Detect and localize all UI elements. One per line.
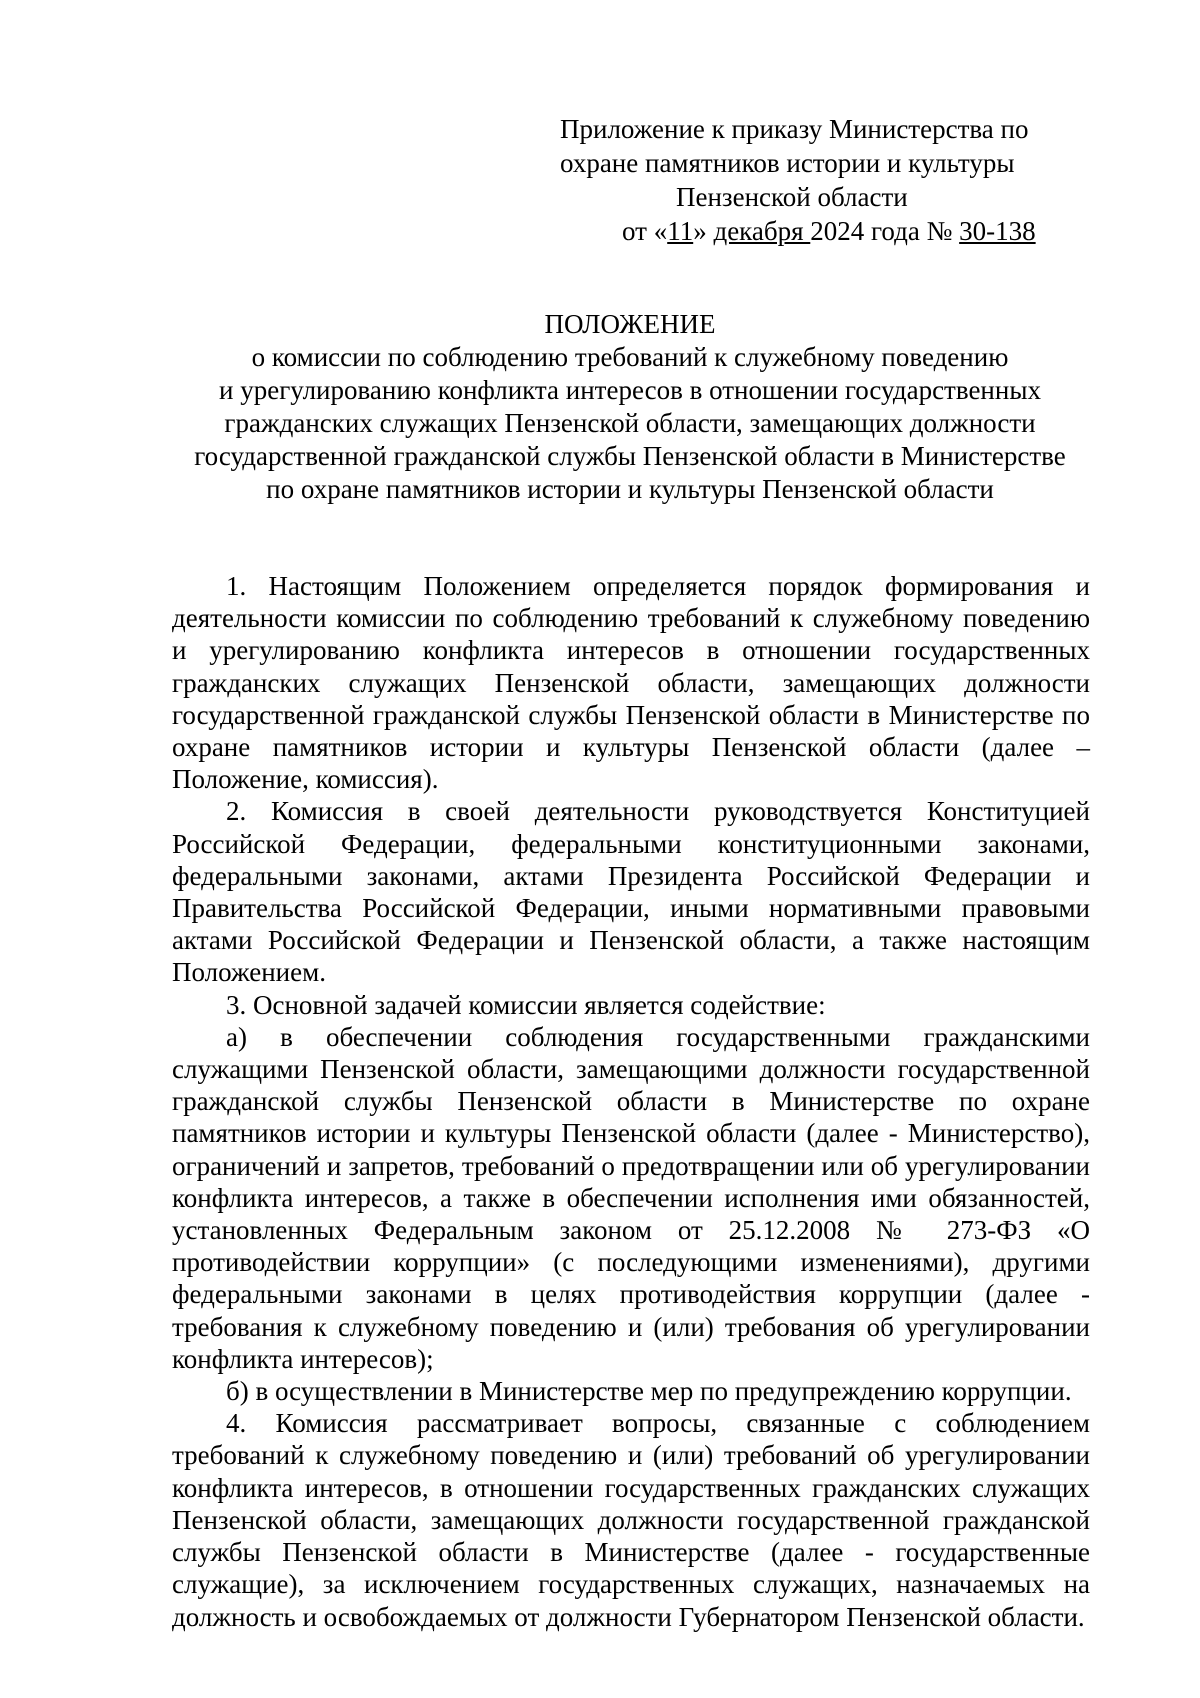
paragraph-3: 3. Основной задачей комиссии является содействие: (226, 989, 826, 1020)
date-day: 11 (667, 216, 694, 246)
title-heading: ПОЛОЖЕНИЕ (544, 309, 716, 339)
date-month: декабря (713, 216, 811, 246)
title-line-4: государственной гражданской службы Пензенской области в Министерстве (194, 441, 1066, 471)
appendix-line-3: Пензенской области (676, 182, 908, 212)
appendix-header (560, 112, 1090, 248)
title-line-1: о комиссии по соблюдению требований к служебному поведению (251, 342, 1009, 372)
paragraph-3b: б) в осуществлении в Министерстве мер по предупреждению коррупции. (226, 1376, 1072, 1407)
paragraph-1: 1. Настоящим Положением определяется порядок формирования и деятельности комиссии по соблюдению требований к служебному поведению и урегулированию конфликта интересов в отношении государственных гражданских служащих Пензенской области, замещающих должности государственной гражданской службы Пензенской области в Министерстве по охране памятников истории и культуры Пензенской области (далее – Положение, комиссия). (172, 571, 1090, 795)
appendix-line-1: Приложение к приказу Министерства по (560, 114, 1029, 144)
paragraph-4: 4. Комиссия рассматривает вопросы, связанные с соблюдением требований к служебному поведению и (или) требований об урегулировании конфликта интересов, в отношении государственных гражданских служащих Пензенской области, замещающих должности государственной гражданской службы Пензенской области в Министерстве (далее - государственные служащие), за исключением государственных служащих, назначаемых на должность и освобождаемых от должности Губернатором Пензенской области. (172, 1408, 1090, 1632)
paragraph-2: 2. Комиссия в своей деятельности руководствуется Конституцией Российской Федерации, федеральными конституционными законами, федеральными законами, актами Президента Российской Федерации и Правительства Российской Федерации, иными нормативными правовыми актами Российской Федерации и Пензенской области, а также настоящим Положением. (172, 796, 1090, 988)
order-number: 30-138 (959, 216, 1036, 246)
date-quote-close: » (693, 216, 714, 246)
appendix-line-2: охране памятников истории и культуры (560, 148, 1015, 178)
document-title (170, 308, 1090, 506)
date-year-label: 2024 года № (810, 216, 960, 246)
document-body (172, 570, 1090, 1633)
title-line-3: гражданских служащих Пензенской области, замещающих должности (224, 408, 1036, 438)
title-line-2: и урегулированию конфликта интересов в отношении государственных (219, 375, 1041, 405)
date-prefix: от « (622, 216, 668, 246)
appendix-date-line (560, 214, 1090, 248)
title-line-5: по охране памятников истории и культуры Пензенской области (266, 474, 994, 504)
paragraph-3a: а) в обеспечении соблюдения государственными гражданскими служащими Пензенской области, замещающими должности государственной гражданской службы Пензенской области в Министерстве по охране памятников истории и культуры Пензенской области (далее - Министерство), ограничений и запретов, требований о предотвращении или об урегулировании конфликта интересов, а также в обеспечении исполнения ими обязанностей, установленных Федеральным законом от 25.12.2008 № 273-ФЗ «О противодействии коррупции» (с последующими изменениями), другими федеральными законами в целях противодействия коррупции (далее - требования к служебному поведению и (или) требования об урегулировании конфликта интересов); (172, 1021, 1090, 1374)
